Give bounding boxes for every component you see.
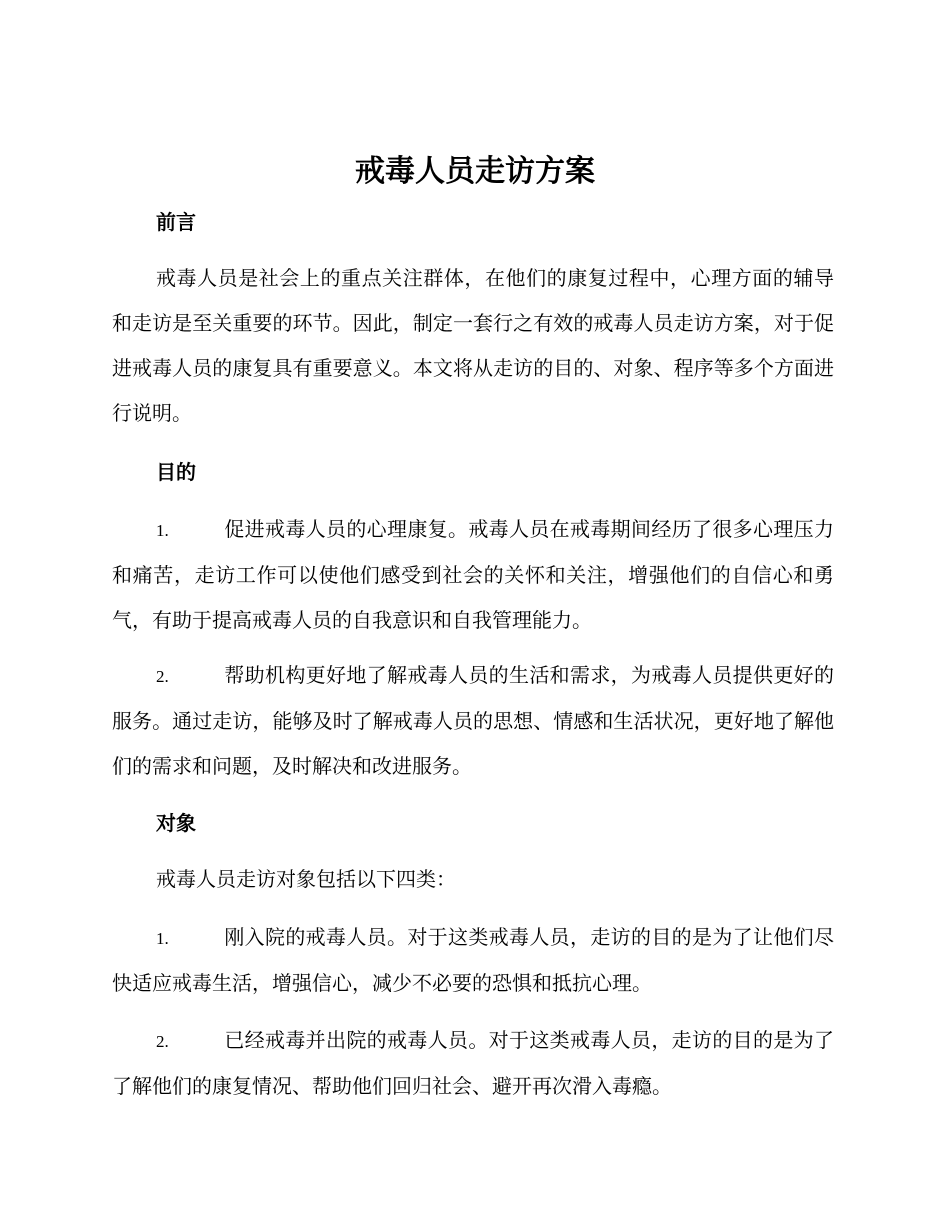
purpose-list-item [112,507,834,643]
list-number: 1. [156,521,169,540]
targets-list-item [112,1018,834,1109]
section-heading-preface: 前言 [156,210,196,234]
preface-paragraph: 戒毒人员是社会上的重点关注群体，在他们的康复过程中，心理方面的辅导和走访是至关重要的环节。因此，制定一套行之有效的戒毒人员走访方案，对于促进戒毒人员的康复具有重要意义。本文将从走访的目的、对象、程序等多个方面进行说明。 [112,266,834,425]
document-title: 戒毒人员走访方案 [355,154,595,189]
targets-intro: 戒毒人员走访对象包括以下四类： [156,867,456,891]
list-item-text: 已经戒毒并出院的戒毒人员。对于这类戒毒人员，走访的目的是为了了解他们的康复情况、帮助他们回归社会、避开再次滑入毒瘾。 [112,1028,834,1098]
purpose-list-item [112,653,834,789]
list-item-text: 帮助机构更好地了解戒毒人员的生活和需求，为戒毒人员提供更好的服务。通过走访，能够及时了解戒毒人员的思想、情感和生活状况，更好地了解他们的需求和问题，及时解决和改进服务。 [112,663,834,778]
list-number: 2. [156,667,169,686]
section-heading-targets: 对象 [156,811,196,835]
list-item-text: 促进戒毒人员的心理康复。戒毒人员在戒毒期间经历了很多心理压力和痛苦，走访工作可以使他们感受到社会的关怀和关注，增强他们的自信心和勇气，有助于提高戒毒人员的自我意识和自我管理能力。 [112,517,834,632]
targets-list-item [112,915,834,1006]
list-number: 2. [156,1032,169,1051]
list-number: 1. [156,929,169,948]
section-heading-purpose: 目的 [156,460,196,484]
list-item-text: 刚入院的戒毒人员。对于这类戒毒人员，走访的目的是为了让他们尽快适应戒毒生活，增强信心，减少不必要的恐惧和抵抗心理。 [112,925,834,995]
